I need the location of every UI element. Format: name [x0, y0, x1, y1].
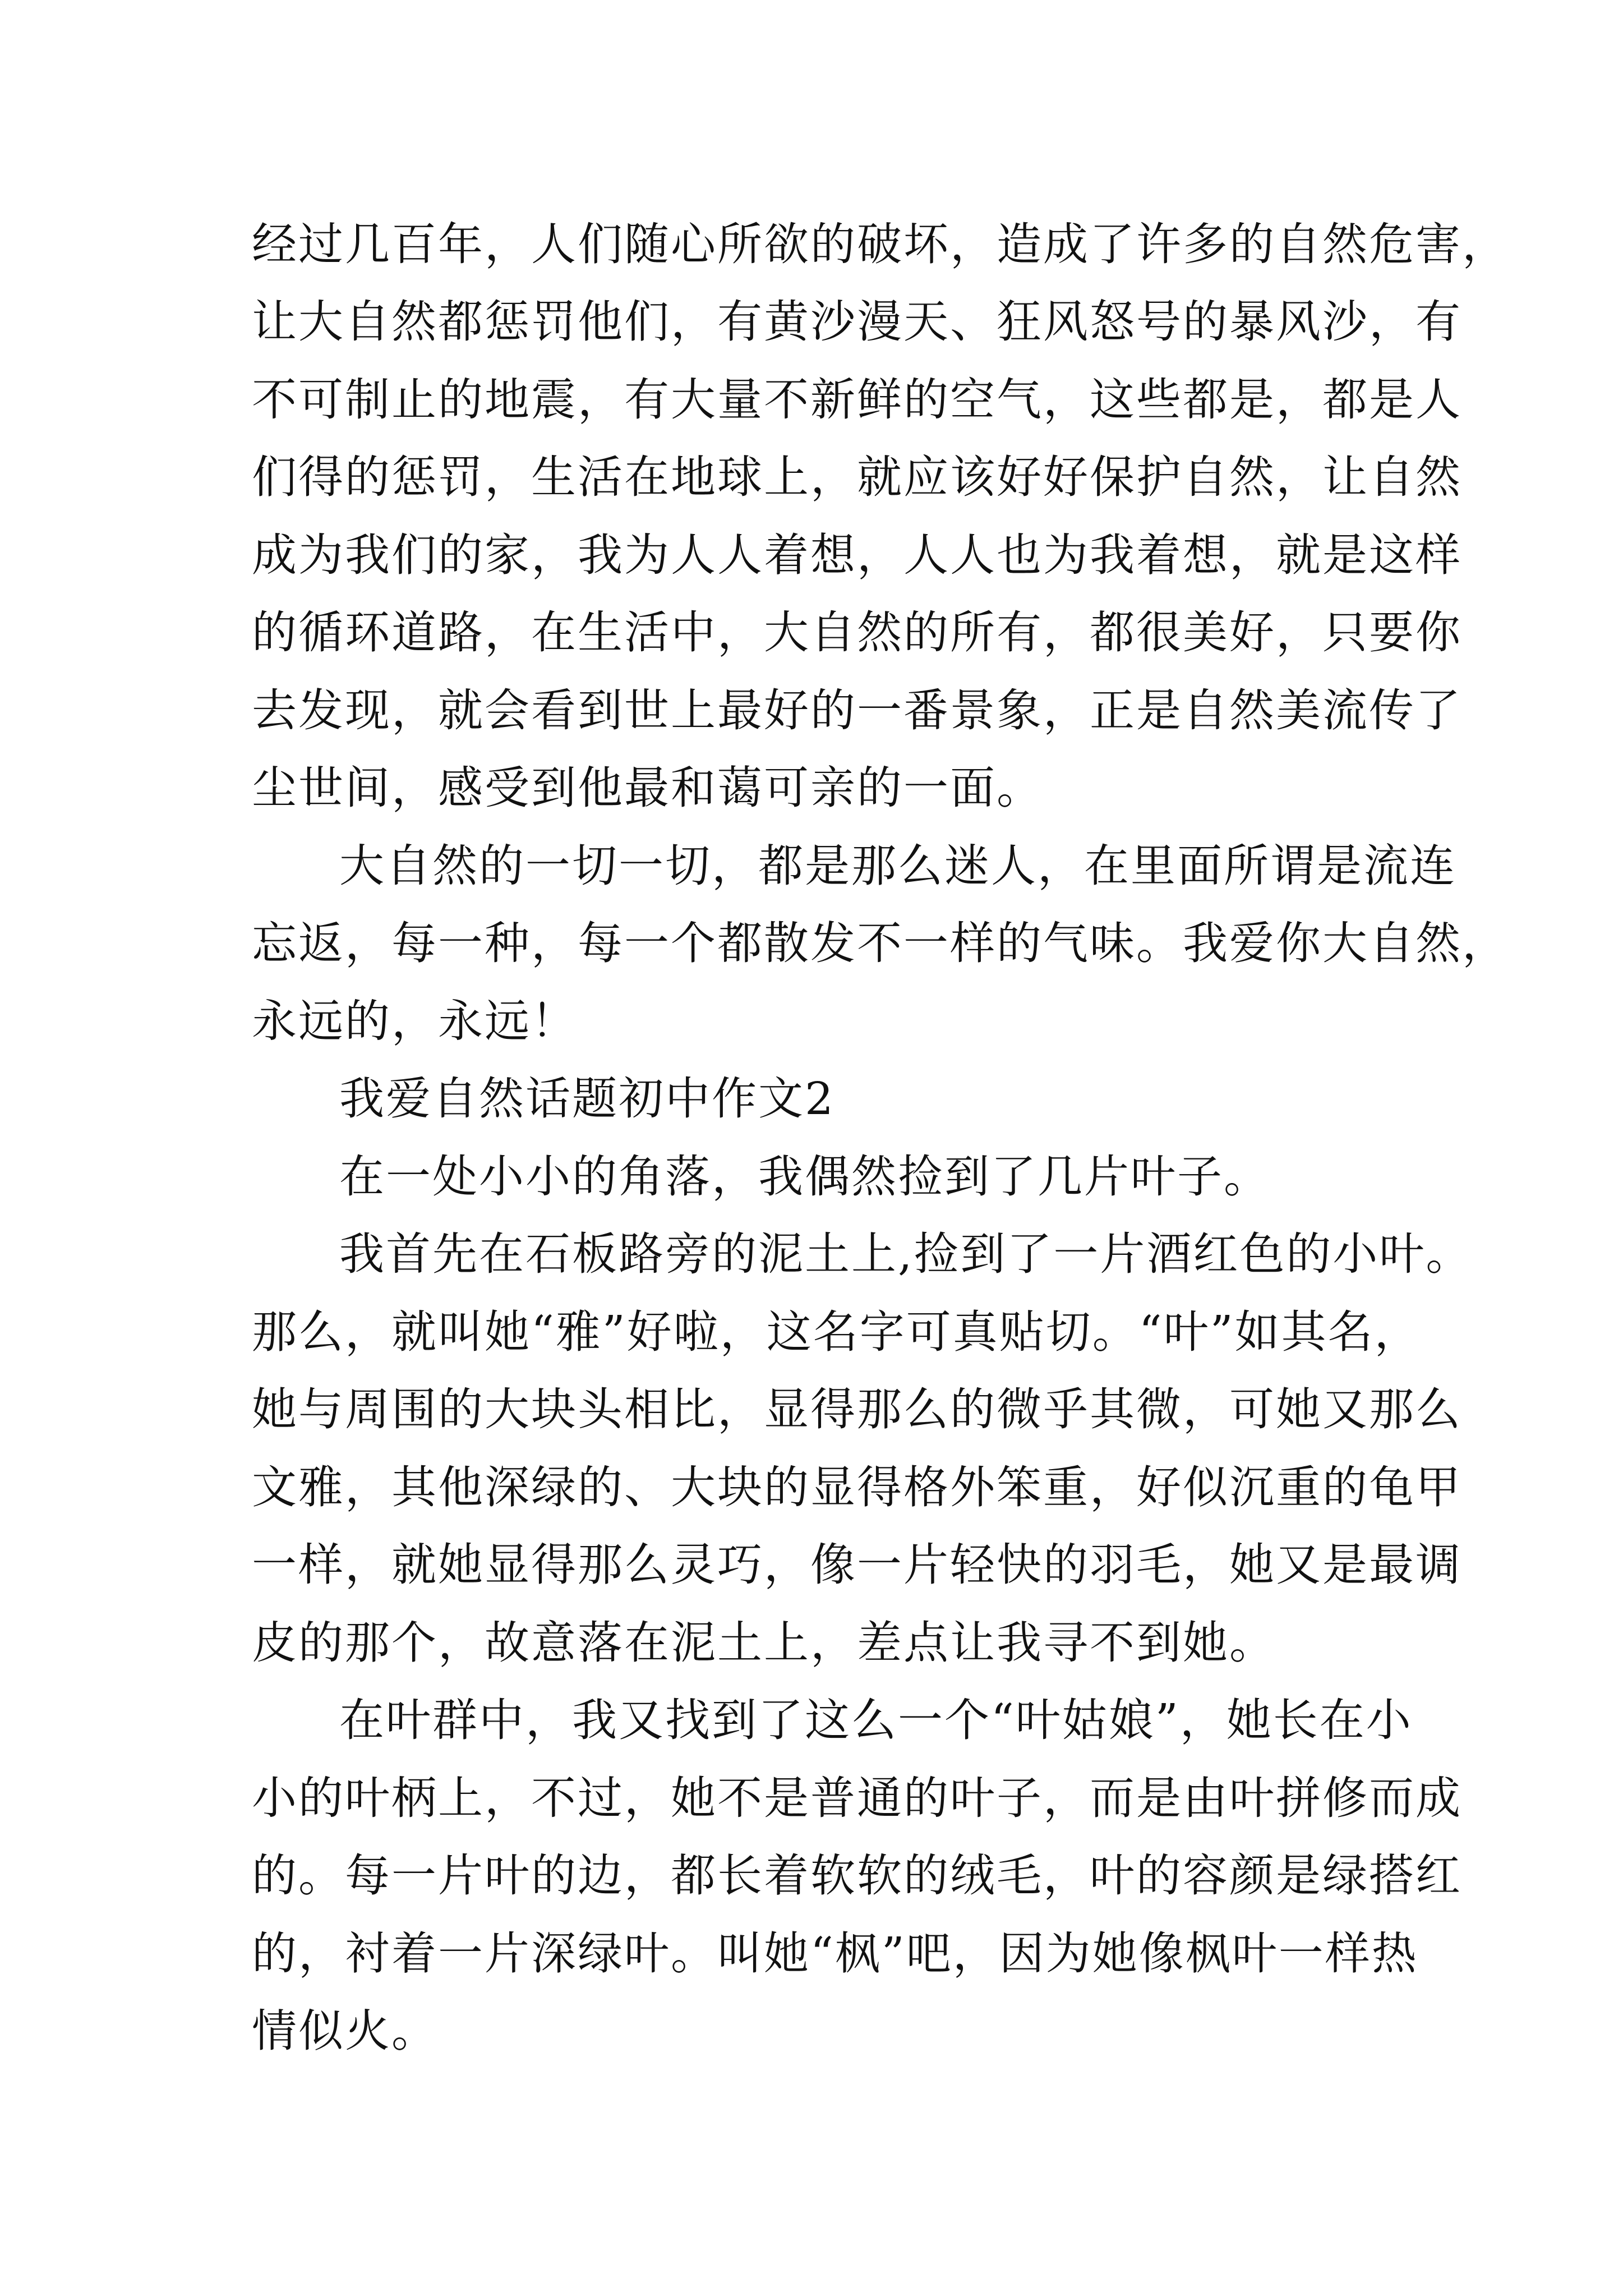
text-line-15: 那么，就叫她“雅”好啦，这名字可真贴切。“叶”如其名， [252, 1306, 1421, 1358]
text-line-1: 经过几百年，人们随心所欲的破坏，造成了许多的自然危害， [252, 218, 1509, 270]
text-line-6: 的循环道路，在生活中，大自然的所有，都很美好，只要你 [252, 606, 1462, 659]
text-line-5: 成为我们的家，我为人人着想，人人也为我着想，就是这样 [252, 529, 1462, 581]
text-line-18: 一样，就她显得那么灵巧，像一片轻快的羽毛，她又是最调 [252, 1539, 1462, 1591]
text-line-2: 让大自然都惩罚他们，有黄沙漫天、狂风怒号的暴风沙，有 [252, 296, 1462, 348]
paragraph-start: 我首先在石板路旁的泥土上,捡到了一片酒红色的小叶。 [339, 1228, 1473, 1280]
section-title: 我爱自然话题初中作文2 [339, 1073, 835, 1125]
text-line-22: 的。每一片叶的边，都长着软软的绒毛，叶的容颜是绿搭红 [252, 1849, 1462, 1902]
text-line-19: 皮的那个，故意落在泥土上，差点让我寻不到她。 [252, 1617, 1276, 1669]
paragraph-start: 在一处小小的角落，我偶然捡到了几片叶子。 [339, 1151, 1270, 1203]
text-line-3: 不可制止的地震，有大量不新鲜的空气，这些都是，都是人 [252, 374, 1462, 426]
text-line-11: 永远的，永远！ [252, 995, 578, 1047]
text-line-16: 她与周围的大块头相比，显得那么的微乎其微，可她又那么 [252, 1383, 1462, 1435]
paragraph-start: 大自然的一切一切，都是那么迷人，在里面所谓是流连 [339, 840, 1456, 892]
text-line-8: 尘世间，感受到他最和蔼可亲的一面。 [252, 762, 1043, 814]
text-line-10: 忘返，每一种，每一个都散发不一样的气味。我爱你大自然， [252, 917, 1509, 969]
text-line-4: 们得的惩罚，生活在地球上，就应该好好保护自然，让自然 [252, 451, 1462, 503]
text-line-7: 去发现，就会看到世上最好的一番景象，正是自然美流传了 [252, 684, 1462, 737]
text-line-24: 情似火。 [252, 2005, 438, 2057]
text-line-17: 文雅，其他深绿的、大块的显得格外笨重，好似沉重的龟甲 [252, 1461, 1462, 1513]
text-line-21: 小的叶柄上，不过，她不是普通的叶子，而是由叶拼修而成 [252, 1772, 1462, 1824]
text-line-23: 的，衬着一片深绿叶。叫她“枫”吧，因为她像枫叶一样热 [252, 1927, 1418, 1980]
paragraph-start: 在叶群中，我又找到了这么一个“叶姑娘”，她长在小 [339, 1694, 1413, 1746]
